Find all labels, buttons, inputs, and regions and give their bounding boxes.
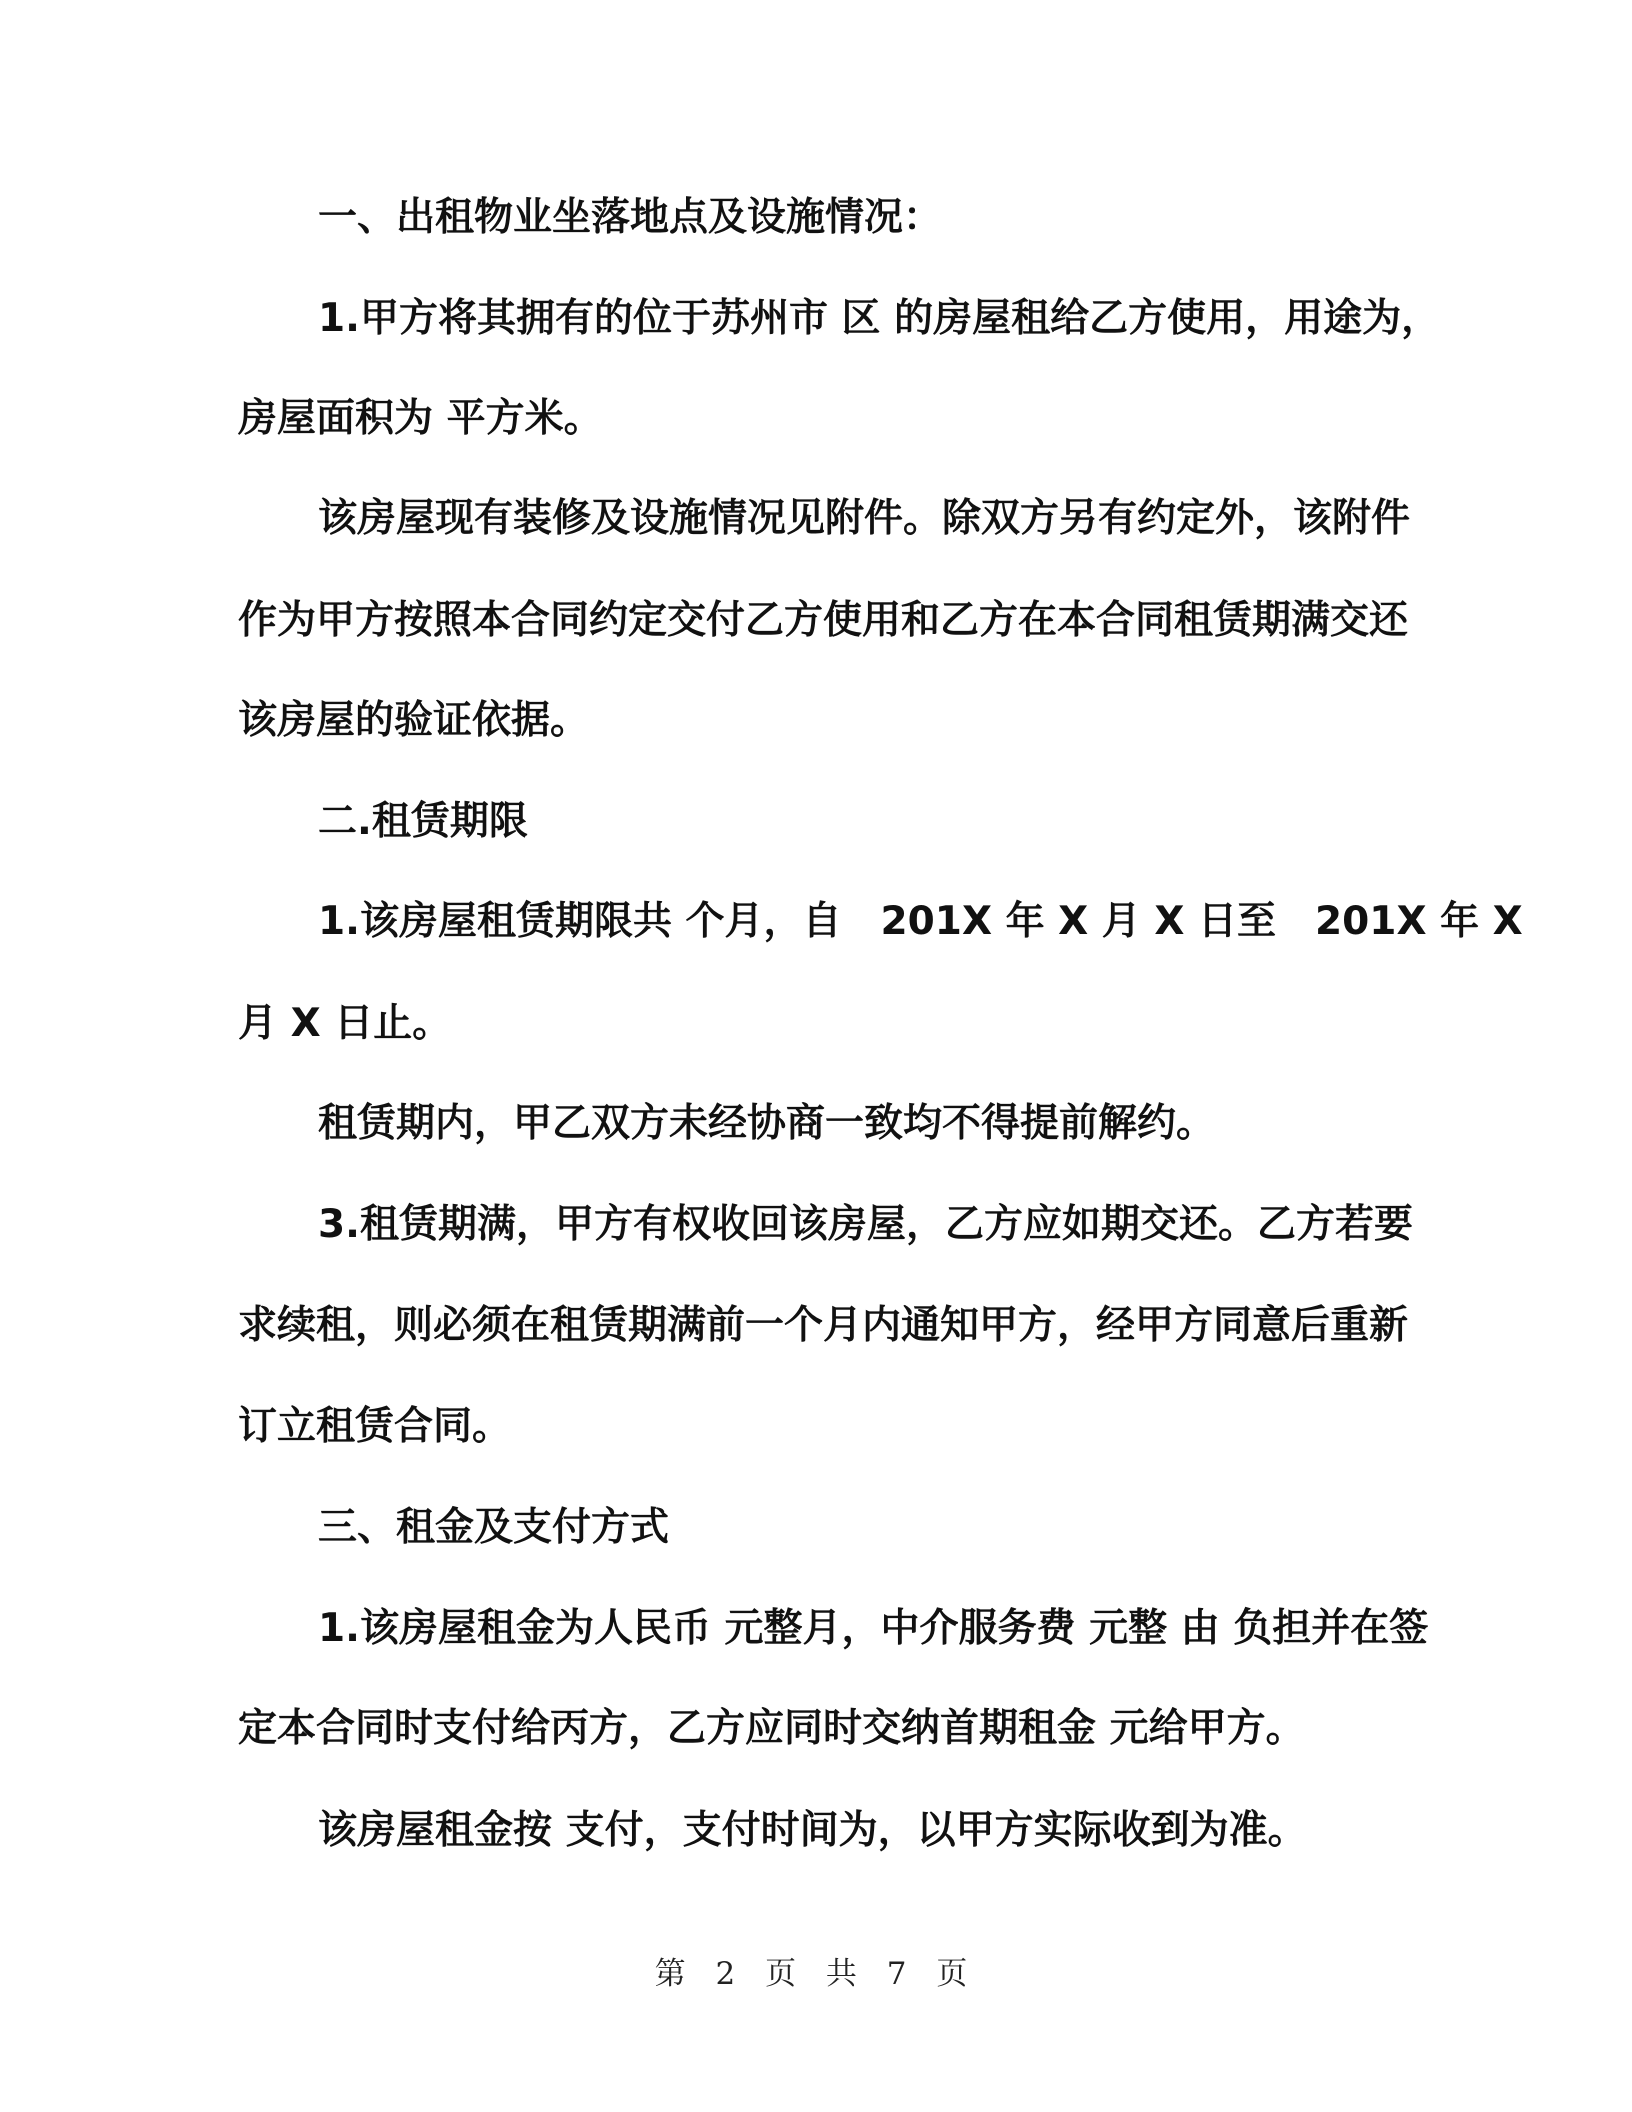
- paragraph-line: 3.租赁期满，甲方有权收回该房屋，乙方应如期交还。乙方若要: [318, 1202, 1413, 1247]
- paragraph-line: 1.甲方将其拥有的位于苏州市 区 的房屋租给乙方使用，用途为，: [318, 296, 1441, 341]
- section-heading-3: 三、租金及支付方式: [318, 1505, 670, 1550]
- paragraph-line: 房屋面积为 平方米。: [238, 396, 603, 441]
- paragraph-line: 作为甲方按照本合同约定交付乙方使用和乙方在本合同租赁期满交还: [238, 598, 1409, 643]
- paragraph-line: 求续租，则必须在租赁期满前一个月内通知甲方，经甲方同意后重新: [238, 1303, 1409, 1348]
- paragraph-line: 月 X 日止。: [238, 1001, 452, 1046]
- paragraph-line: 1.该房屋租赁期限共 个月，自 201X 年 X 月 X 日至 201X 年 X: [318, 899, 1523, 944]
- paragraph-line: 该房屋租金按 支付，支付时间为，以甲方实际收到为准。: [318, 1808, 1307, 1853]
- section-heading-1: 一、出租物业坐落地点及设施情况：: [318, 195, 943, 240]
- paragraph-line: 1.该房屋租金为人民币 元整月，中介服务费 元整 由 负担并在签: [318, 1606, 1429, 1651]
- paragraph-line: 该房屋的验证依据。: [238, 698, 590, 743]
- paragraph-line: 定本合同时支付给丙方，乙方应同时交纳首期租金 元给甲方。: [238, 1706, 1305, 1751]
- page-number-footer: 第 2 页 共 7 页: [654, 1956, 978, 1992]
- paragraph-line: 该房屋现有装修及设施情况见附件。除双方另有约定外，该附件: [318, 496, 1411, 541]
- section-heading-2: 二.租赁期限: [318, 799, 528, 844]
- paragraph-line: 订立租赁合同。: [238, 1404, 512, 1449]
- paragraph-line: 租赁期内，甲乙双方未经协商一致均不得提前解约。: [318, 1101, 1216, 1146]
